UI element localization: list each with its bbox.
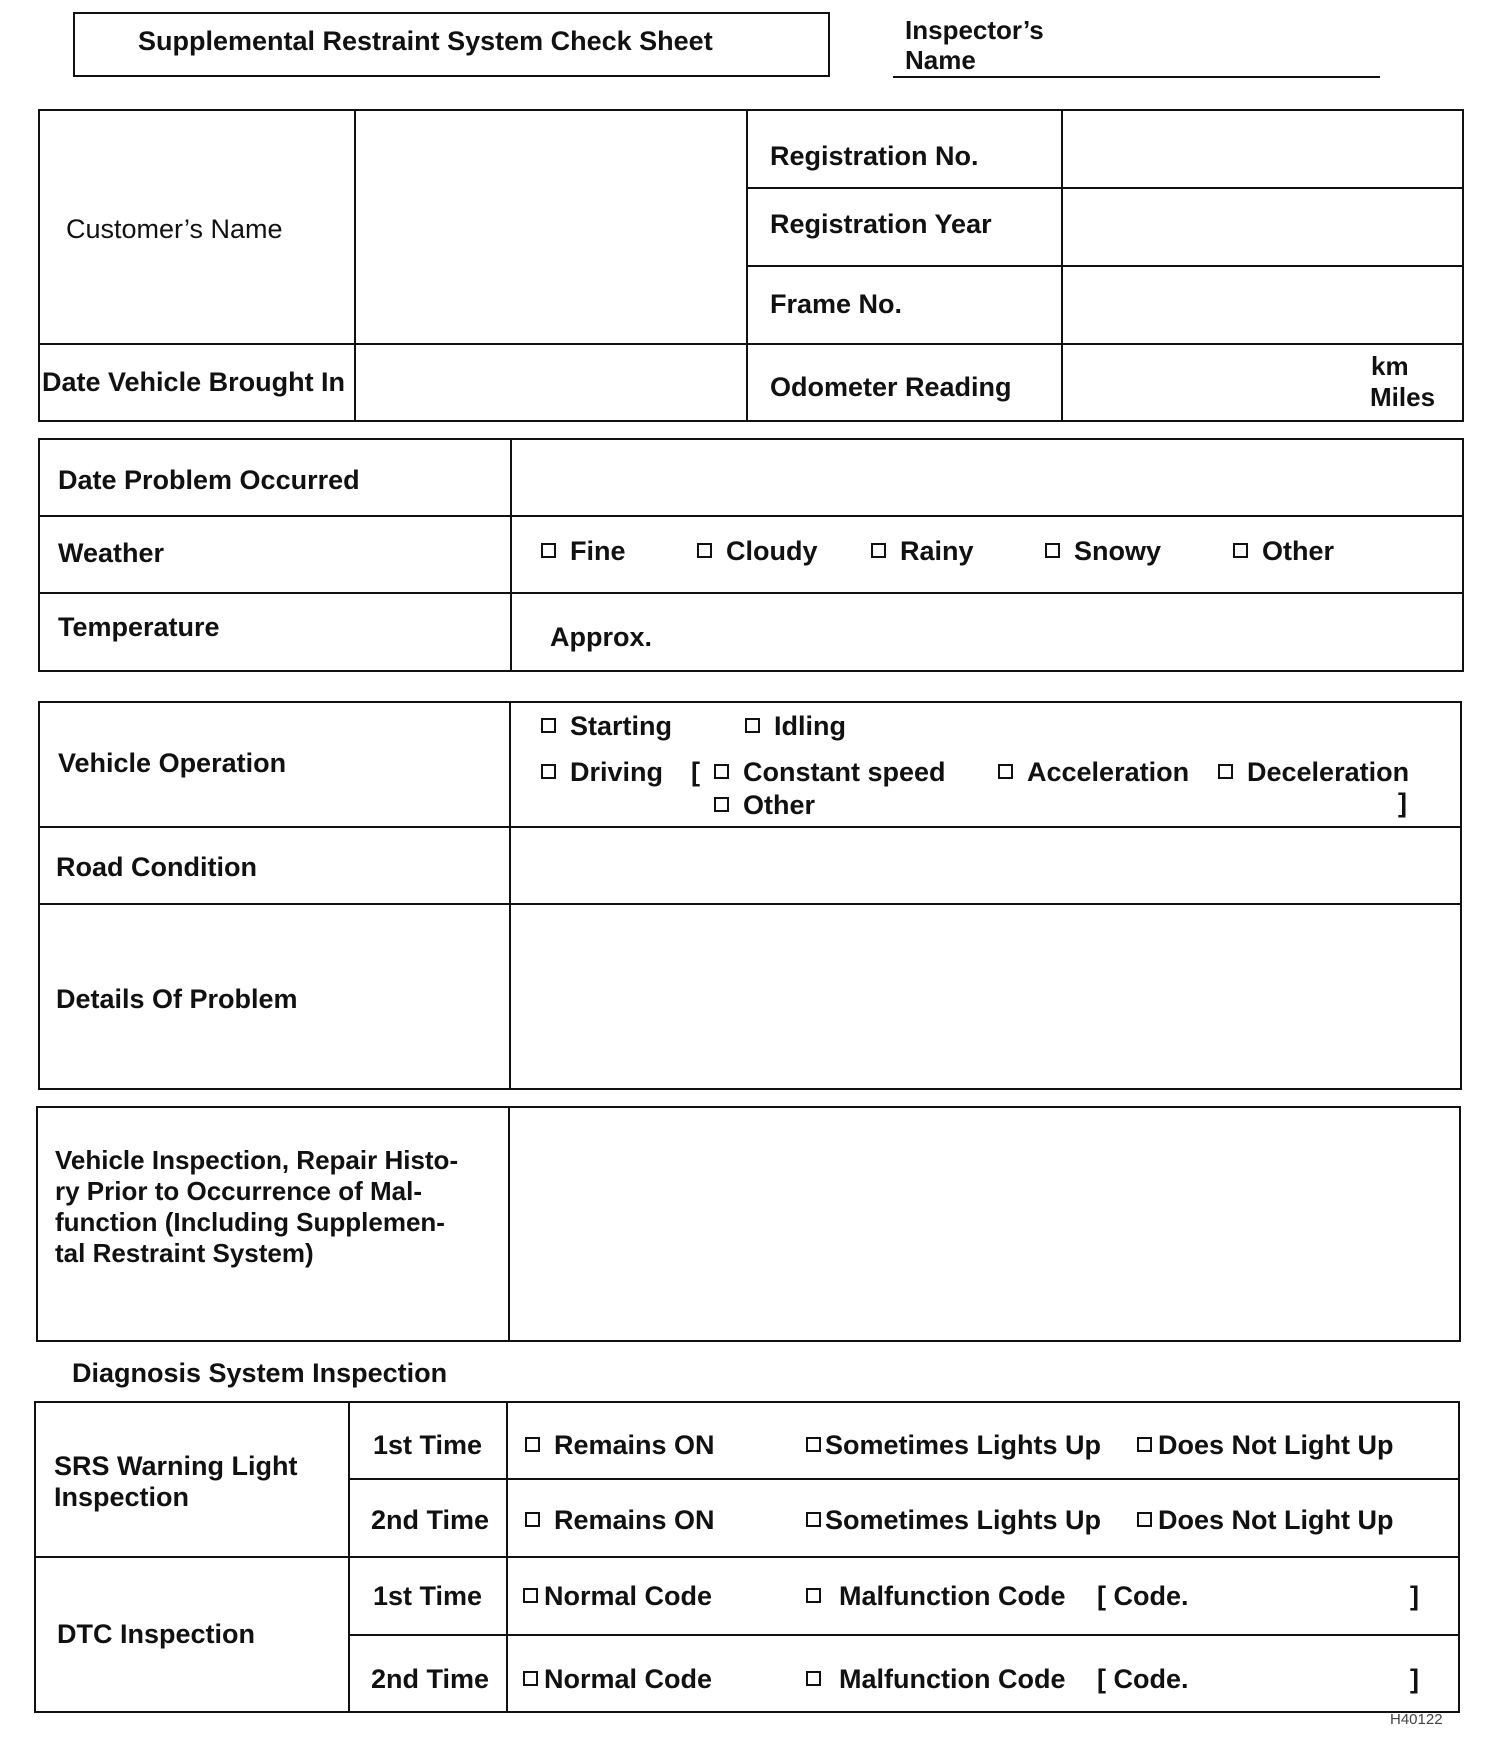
details-field[interactable] (513, 907, 1459, 1087)
dtc1-normal-code[interactable]: Normal Code (523, 1582, 712, 1612)
checkbox[interactable] (1218, 764, 1233, 779)
weather-option-cloudy[interactable]: Cloudy (697, 537, 818, 567)
operation-constant-speed[interactable]: Constant speed (714, 758, 946, 788)
checkbox[interactable] (525, 1512, 540, 1527)
weather-option-other[interactable]: Other (1233, 537, 1334, 567)
checkbox[interactable] (541, 718, 556, 733)
operation-other[interactable]: Other (714, 791, 815, 821)
srs1-remains-on[interactable]: Remains ON (525, 1431, 715, 1461)
srs-label-line1: SRS Warning Light (54, 1451, 298, 1481)
checkbox[interactable] (806, 1512, 821, 1527)
weather-option-snowy[interactable]: Snowy (1045, 537, 1161, 567)
approx-label: Approx. (550, 622, 653, 652)
checkbox[interactable] (1137, 1437, 1152, 1452)
road-condition-field[interactable] (513, 830, 1459, 901)
diagnosis-heading: Diagnosis System Inspection (72, 1358, 448, 1388)
date-brought-in-label-clip (40, 345, 354, 420)
dtc2-code-open: [ Code. (1097, 1664, 1189, 1694)
date-brought-in-label: Date Vehicle Brought In (42, 367, 346, 397)
history-label: Vehicle Inspection, Repair Histo- ry Prior to Occurrence of Mal- function (Including Supplemen- tal Restraint System) (55, 1145, 459, 1268)
dtc-first-time: 1st Time (373, 1581, 483, 1611)
figure-id: H40122 (1390, 1711, 1443, 1728)
customer-name-field[interactable] (358, 112, 744, 341)
checkbox[interactable] (714, 764, 729, 779)
registration-year-label: Registration Year (770, 209, 992, 239)
driving-bracket-open: [ (691, 757, 700, 787)
dtc1-code-field[interactable] (1200, 1576, 1400, 1616)
checkbox[interactable] (523, 1588, 538, 1603)
dtc2-normal-code[interactable]: Normal Code (523, 1665, 712, 1695)
dtc1-code-close: ] (1410, 1581, 1419, 1611)
unit-miles: Miles (1370, 382, 1436, 412)
srs2-sometimes[interactable]: Sometimes Lights Up (806, 1506, 1101, 1536)
history-field[interactable] (512, 1109, 1458, 1339)
srs2-remains-on[interactable]: Remains ON (525, 1506, 715, 1536)
operation-idling[interactable]: Idling (745, 712, 846, 742)
dtc-second-time: 2nd Time (371, 1664, 490, 1694)
srs1-does-not[interactable]: Does Not Light Up (1137, 1431, 1393, 1461)
srs-first-time: 1st Time (373, 1430, 483, 1460)
weather-option-rainy[interactable]: Rainy (871, 537, 974, 567)
checkbox[interactable] (714, 797, 729, 812)
checkbox[interactable] (697, 543, 712, 558)
registration-year-field[interactable] (1065, 190, 1461, 263)
registration-no-field[interactable] (1065, 112, 1461, 185)
dtc-label: DTC Inspection (57, 1619, 256, 1649)
date-problem-field[interactable] (514, 441, 1461, 513)
checkbox[interactable] (806, 1671, 821, 1686)
srs-second-time: 2nd Time (371, 1505, 490, 1535)
details-label: Details Of Problem (56, 984, 298, 1014)
checkbox[interactable] (745, 718, 760, 733)
checkbox[interactable] (541, 764, 556, 779)
dtc1-malfunction-code[interactable]: Malfunction Code (806, 1582, 1065, 1612)
checkbox[interactable] (541, 543, 556, 558)
temperature-field[interactable] (660, 596, 1460, 670)
temperature-label: Temperature (58, 612, 220, 642)
frame-no-field[interactable] (1065, 268, 1461, 341)
operation-acceleration[interactable]: Acceleration (998, 758, 1189, 788)
operation-deceleration[interactable]: Deceleration (1218, 758, 1409, 788)
dtc2-code-field[interactable] (1200, 1659, 1400, 1699)
srs1-sometimes[interactable]: Sometimes Lights Up (806, 1431, 1101, 1461)
registration-no-label: Registration No. (770, 141, 979, 171)
inspector-name-field[interactable] (893, 76, 1380, 78)
road-condition-label: Road Condition (56, 852, 257, 882)
vehicle-operation-label: Vehicle Operation (58, 748, 287, 778)
checkbox[interactable] (525, 1437, 540, 1452)
dtc1-code-open: [ Code. (1097, 1581, 1189, 1611)
weather-option-fine[interactable]: Fine (541, 537, 626, 567)
weather-label: Weather (58, 538, 165, 568)
dtc2-malfunction-code[interactable]: Malfunction Code (806, 1665, 1065, 1695)
checkbox[interactable] (1045, 543, 1060, 558)
inspector-label-line2: Name (905, 45, 976, 75)
date-problem-label: Date Problem Occurred (58, 465, 360, 495)
checkbox[interactable] (998, 764, 1013, 779)
customer-name-label: Customer’s Name (66, 214, 283, 244)
page-title: Supplemental Restraint System Check Sheet (138, 26, 713, 56)
operation-driving[interactable]: Driving (541, 758, 663, 788)
checkbox[interactable] (523, 1671, 538, 1686)
odometer-field[interactable] (1065, 346, 1365, 420)
dtc2-code-close: ] (1410, 1664, 1419, 1694)
operation-starting[interactable]: Starting (541, 712, 672, 742)
checkbox[interactable] (871, 543, 886, 558)
frame-no-label: Frame No. (770, 289, 903, 319)
odometer-label: Odometer Reading (770, 372, 1012, 402)
checkbox[interactable] (806, 1437, 821, 1452)
srs-label-line2: Inspection (54, 1482, 190, 1512)
unit-km: km (1371, 351, 1409, 381)
date-brought-in-field[interactable] (358, 346, 744, 420)
checkbox[interactable] (806, 1588, 821, 1603)
driving-bracket-close: ] (1398, 788, 1407, 818)
checkbox[interactable] (1137, 1512, 1152, 1527)
srs2-does-not[interactable]: Does Not Light Up (1137, 1506, 1393, 1536)
inspector-label-line1: Inspector’s (905, 15, 1044, 45)
checkbox[interactable] (1233, 543, 1248, 558)
